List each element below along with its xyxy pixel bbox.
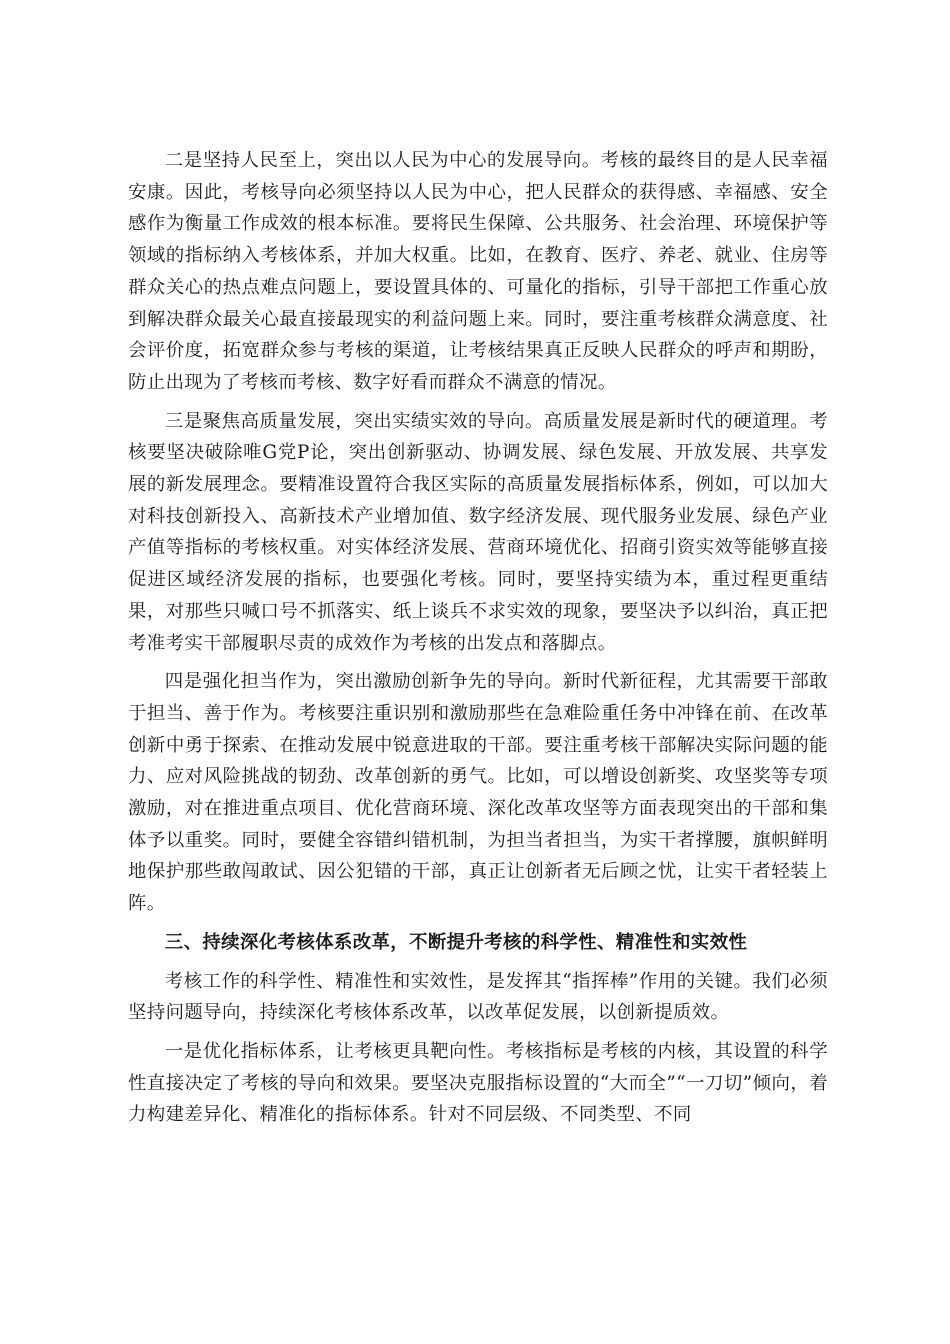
paragraph-high-quality-development: 三是聚焦高质量发展，突出实绩实效的导向。高质量发展是新时代的硬道理。考核要坚决破除唯G党P论，突出创新驱动、协调发展、绿色发展、开放发展、共享发展的新发展理念。要精准设置符合我区实际的高质量发展指标体系，例如，可以加大对科技创新投入、高新技术产业增加值、数字经济发展、现代服务业发展、绿色产业产值等指标的考核权重。对实体经济发展、营商环境优化、招商引资实效等能够直接促进区域经济发展的指标，也要强化考核。同时，要坚持实绩为本，重过程更重结果，对那些只喊口号不抓落实、纸上谈兵不求实效的现象，要坚决予以纠治，真正把考准考实干部履职尽责的成效作为考核的出发点和落脚点。	[128, 410, 828, 654]
paragraph-responsibility: 四是强化担当作为，突出激励创新争先的导向。新时代新征程，尤其需要干部敢于担当、善于作为。考核要注重识别和激励那些在急难险重任务中冲锋在前、在改革创新中勇于探索、在推动发展中锐意进取的干部。要注重考核干部解决实际问题的能力、应对风险挑战的韧劲、改革创新的勇气。比如，可以增设创新奖、攻坚奖等专项激励，对在推进重点项目、优化营商环境、深化改革攻坚等方面表现突出的干部和集体予以重奖。同时，要健全容错纠错机制，为担当者担当，为实干者撑腰，旗帜鲜明地保护那些敢闯敢试、因公犯错的干部，真正让创新者无后顾之忧，让实干者轻装上阵。	[128, 671, 828, 915]
paragraph-optimize-indicators: 一是优化指标体系，让考核更具靶向性。考核指标是考核的内核，其设置的科学性直接决定了考核的导向和效果。要坚决克服指标设置的“大而全”“一刀切”倾向，着力构建差异化、精准化的指标体系。针对不同层级、不同类型、不同	[128, 1040, 828, 1126]
document-page	[128, 145, 828, 1138]
section-heading: 三、持续深化考核体系改革，不断提升考核的科学性、精准性和实效性	[164, 931, 748, 953]
paragraph-people-centered: 二是坚持人民至上，突出以人民为中心的发展导向。考核的最终目的是人民幸福安康。因此，考核导向必须坚持以人民为中心，把人民群众的获得感、幸福感、安全感作为衡量工作成效的根本标准。要将民生保障、公共服务、社会治理、环境保护等领域的指标纳入考核体系，并加大权重。比如，在教育、医疗、养老、就业、住房等群众关心的热点难点问题上，要设置具体的、可量化的指标，引导干部把工作重心放到解决群众最关心最直接最现实的利益问题上来。同时，要注重考核群众满意度、社会评价度，拓宽群众参与考核的渠道，让考核结果真正反映人民群众的呼声和期盼，防止出现为了考核而考核、数字好看而群众不满意的情况。	[128, 150, 828, 393]
paragraph-reform-intro: 考核工作的科学性、精准性和实效性，是发挥其“指挥棒”作用的关键。我们必须坚持问题导向，持续深化考核体系改革，以改革促发展，以创新提质效。	[128, 970, 828, 1024]
